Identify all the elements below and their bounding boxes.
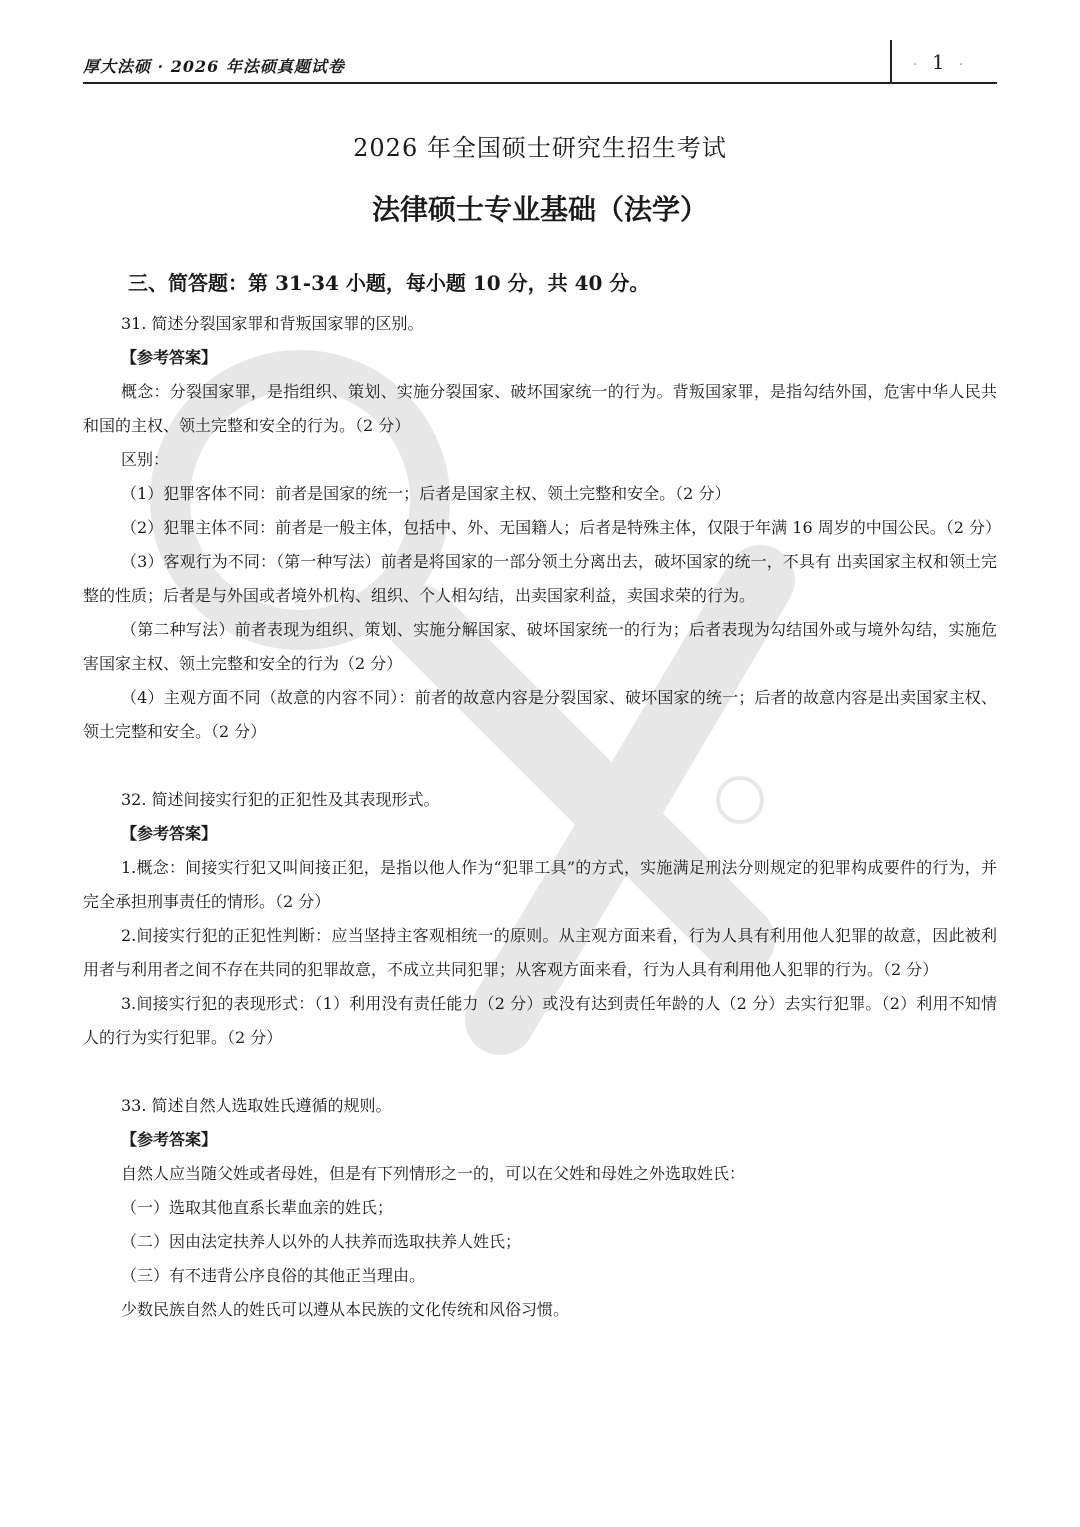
q31-paragraph: （2）犯罪主体不同：前者是一般主体，包括中、外、无国籍人；后者是特殊主体，仅限于年满 16 周岁的中国公民。（2 分） bbox=[121, 518, 1001, 537]
q33-paragraph: （一）选取其他直系长辈血亲的姓氏； bbox=[121, 1198, 394, 1217]
header-divider bbox=[890, 40, 892, 82]
q31-paragraph: 区别： bbox=[121, 450, 170, 469]
answer-label-32: 【参考答案】 bbox=[121, 824, 218, 843]
q32-paragraph: 2.间接实行犯的正犯性判断：应当坚持主客观相统一的原则。从主观方面来看，行为人具有利用他人犯罪的故意，因此被利用者与利用者之间不存在共同的犯罪故意，不成立共同犯罪；从客观方面来看，行为人具有利用他人犯罪的行为。（2 分） bbox=[83, 926, 997, 979]
q31-paragraph: 概念：分裂国家罪，是指组织、策划、实施分裂国家、破坏国家统一的行为。背叛国家罪，是指勾结外国，危害中华人民共和国的主权、领土完整和安全的行为。（2 分） bbox=[83, 382, 997, 435]
q32-paragraph: 3.间接实行犯的表现形式：（1）利用没有责任能力（2 分）或没有达到责任年龄的人（2 分）去实行犯罪。（2）利用不知情人的行为实行犯罪。（2 分） bbox=[83, 994, 997, 1047]
header-title: 厚大法硕 · 2026 年法硕真题试卷 bbox=[83, 57, 345, 76]
page-header bbox=[83, 40, 997, 84]
q31-paragraph: （1）犯罪客体不同：前者是国家的统一；后者是国家主权、领土完整和安全。（2 分） bbox=[121, 484, 731, 503]
question-31: 31. 简述分裂国家罪和背叛国家罪的区别。 bbox=[121, 314, 424, 333]
exam-title: 2026 年全国硕士研究生招生考试 bbox=[353, 134, 727, 162]
q33-paragraph: 自然人应当随父姓或者母姓，但是有下列情形之一的，可以在父姓和母姓之外选取姓氏： bbox=[121, 1164, 746, 1183]
question-32: 32. 简述间接实行犯的正犯性及其表现形式。 bbox=[121, 790, 440, 809]
exam-subtitle: 法律硕士专业基础（法学） bbox=[371, 193, 708, 226]
q31-paragraph: （第二种写法）前者表现为组织、策划、实施分解国家、破坏国家统一的行为；后者表现为勾结国外或与境外勾结，实施危害国家主权、领土完整和安全的行为（2 分） bbox=[83, 620, 997, 673]
q33-paragraph: （二）因由法定扶养人以外的人扶养而选取扶养人姓氏； bbox=[121, 1232, 522, 1251]
document-body bbox=[83, 307, 1001, 1327]
answer-label-31: 【参考答案】 bbox=[121, 348, 218, 367]
page-number: · 1 · bbox=[913, 50, 968, 74]
answer-label-33: 【参考答案】 bbox=[121, 1130, 218, 1149]
q31-paragraph: （3）客观行为不同：（第一种写法）前者是将国家的一部分领土分离出去，破坏国家的统一，不具有 出卖国家主权和领土完整的性质；后者是与外国或者境外机构、组织、个人相勾结，出卖国家利益，卖国求荣的行为。 bbox=[83, 552, 997, 605]
q33-paragraph: （三）有不违背公序良俗的其他正当理由。 bbox=[121, 1266, 426, 1285]
q33-paragraph: 少数民族自然人的姓氏可以遵从本民族的文化传统和风俗习惯。 bbox=[121, 1300, 570, 1319]
q31-paragraph: （4）主观方面不同（故意的内容不同）：前者的故意内容是分裂国家、破坏国家的统一；后者的故意内容是出卖国家主权、领土完整和安全。（2 分） bbox=[83, 688, 997, 741]
section-heading: 三、简答题：第 31-34 小题，每小题 10 分，共 40 分。 bbox=[128, 271, 650, 295]
q32-paragraph: 1.概念：间接实行犯又叫间接正犯，是指以他人作为“犯罪工具”的方式，实施满足刑法分则规定的犯罪构成要件的行为，并完全承担刑事责任的情形。（2 分） bbox=[83, 858, 997, 911]
question-33: 33. 简述自然人选取姓氏遵循的规则。 bbox=[121, 1096, 392, 1115]
